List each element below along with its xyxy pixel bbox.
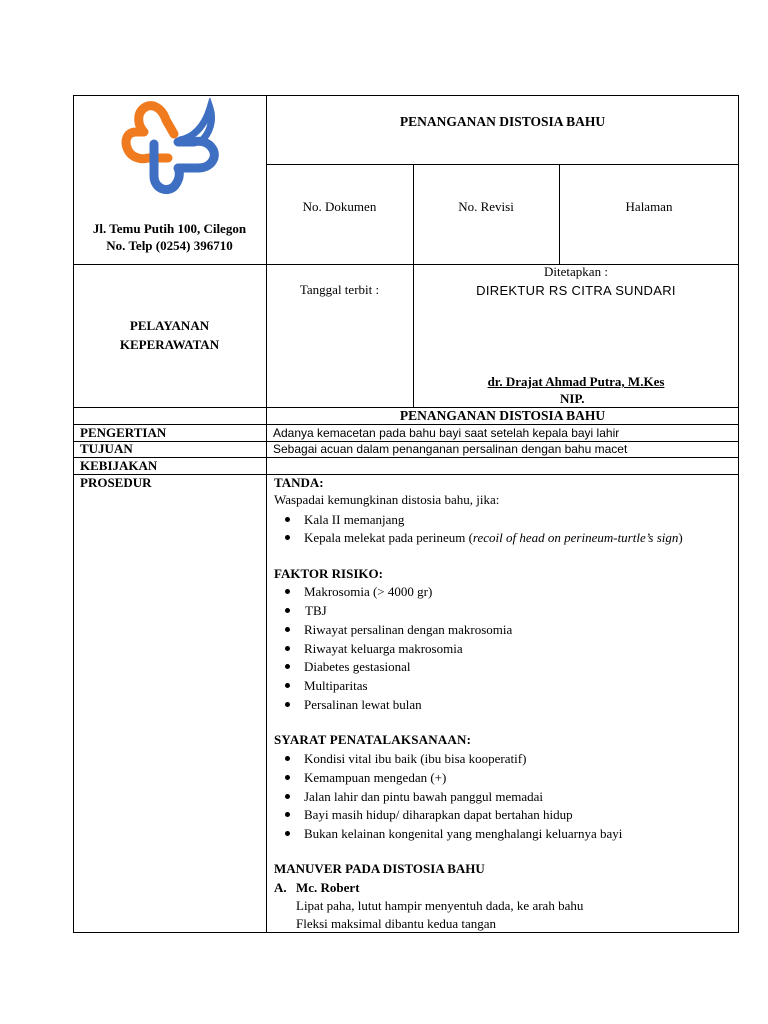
row-label-kebijakan: KEBIJAKAN [80,458,158,473]
bullet-dot [285,775,290,780]
ditetapkan-label: Ditetapkan : [544,264,608,279]
signer-name [413,374,739,390]
row-value-tujuan: Sebagai acuan dalam penanganan persalinan dengan bahu macet [273,442,628,456]
syarat-heading: SYARAT PENATALAKSANAAN: [274,732,472,747]
row-divider-title [266,164,739,165]
bullet-dot [285,831,290,836]
bullet-dot [285,683,290,688]
manuver-sub-letter: A. [274,880,287,895]
faktor-item: Persalinan lewat bulan [304,697,422,712]
faktor-item: TBJ [305,603,327,618]
bullet-dot [285,608,290,613]
manuver-heading: MANUVER PADA DISTOSIA BAHU [274,861,485,876]
row-label-prosedur: PROSEDUR [80,475,152,490]
faktor-item: Riwayat persalinan dengan makrosomia [304,622,513,637]
syarat-item: Jalan lahir dan pintu bawah panggul memadai [304,789,543,804]
manuver-sub-title: Mc. Robert [296,880,360,895]
bullet-dot [285,794,290,799]
col-divider-main [266,95,267,933]
faktor-heading: FAKTOR RISIKO: [274,566,383,581]
signer-nip: NIP. [560,391,585,406]
row-divider-kebijakan [73,474,739,475]
bullet-dot [285,646,290,651]
syarat-item: Bukan kelainan kongenital yang menghalangi keluarnya bayi [304,826,623,841]
bullet-dot [285,535,290,540]
no-revisi-label: No. Revisi [458,199,514,214]
tanda-item-suffix: ) [678,530,683,545]
unit-name-line2: KEPERAWATAN [119,337,220,352]
manuver-line: Fleksi maksimal dibantu kedua tangan [296,916,497,931]
tanda-intro: Waspadai kemungkinan distosia bahu, jika: [274,492,500,507]
tanggal-terbit-label: Tanggal terbit : [299,282,380,297]
unit-name-line1: PELAYANAN [129,318,210,333]
bullet-dot [285,812,290,817]
syarat-item: Kondisi vital ibu baik (ibu bisa kooperatif) [304,751,527,766]
halaman-label: Halaman [625,199,673,214]
bullet-dot [285,627,290,632]
bullet-dot [285,702,290,707]
manuver-line: Lipat paha, lutut hampir menyentuh dada, ke arah bahu [296,898,584,913]
faktor-item: Riwayat keluarga makrosomia [304,641,463,656]
row-divider-tujuan [73,457,739,458]
bullet-dot [285,517,290,522]
row-value-pengertian: Adanya kemacetan pada bahu bayi saat setelah kepala bayi lahir [273,426,620,440]
bullet-dot [285,756,290,761]
hospital-phone: No. Telp (0254) 396710 [106,238,233,253]
faktor-item: Diabetes gestasional [304,659,411,674]
faktor-item: Makrosomia (> 4000 gr) [304,584,433,599]
section-title: PENANGANAN DISTOSIA BAHU [399,408,606,423]
hospital-address: Jl. Temu Putih 100, Cilegon [92,221,247,236]
tanda-heading: TANDA: [274,475,324,490]
row-label-pengertian: PENGERTIAN [80,425,167,440]
row-label-tujuan: TUJUAN [80,441,133,456]
no-dokumen-label: No. Dokumen [302,199,377,214]
direktur-title: DIREKTUR RS CITRA SUNDARI [476,283,676,298]
bullet-dot [285,589,290,594]
faktor-item: Multiparitas [304,678,368,693]
tanda-item-italic: recoil of head on perineum-turtle’s sign [472,530,679,545]
tanda-item-recoil [304,530,683,546]
syarat-item: Kemampuan mengedan (+) [304,770,447,785]
document-title: PENANGANAN DISTOSIA BAHU [399,114,606,129]
tanda-item: Kala II memanjang [304,512,405,527]
bullet-dot [285,664,290,669]
hospital-cross-logo [118,98,234,198]
signer-name-text: dr. Drajat Ahmad Putra, M.Kes [487,374,665,389]
syarat-item: Bayi masih hidup/ diharapkan dapat bertahan hidup [304,807,573,822]
tanda-item-prefix: Kepala melekat pada perineum ( [304,530,473,545]
